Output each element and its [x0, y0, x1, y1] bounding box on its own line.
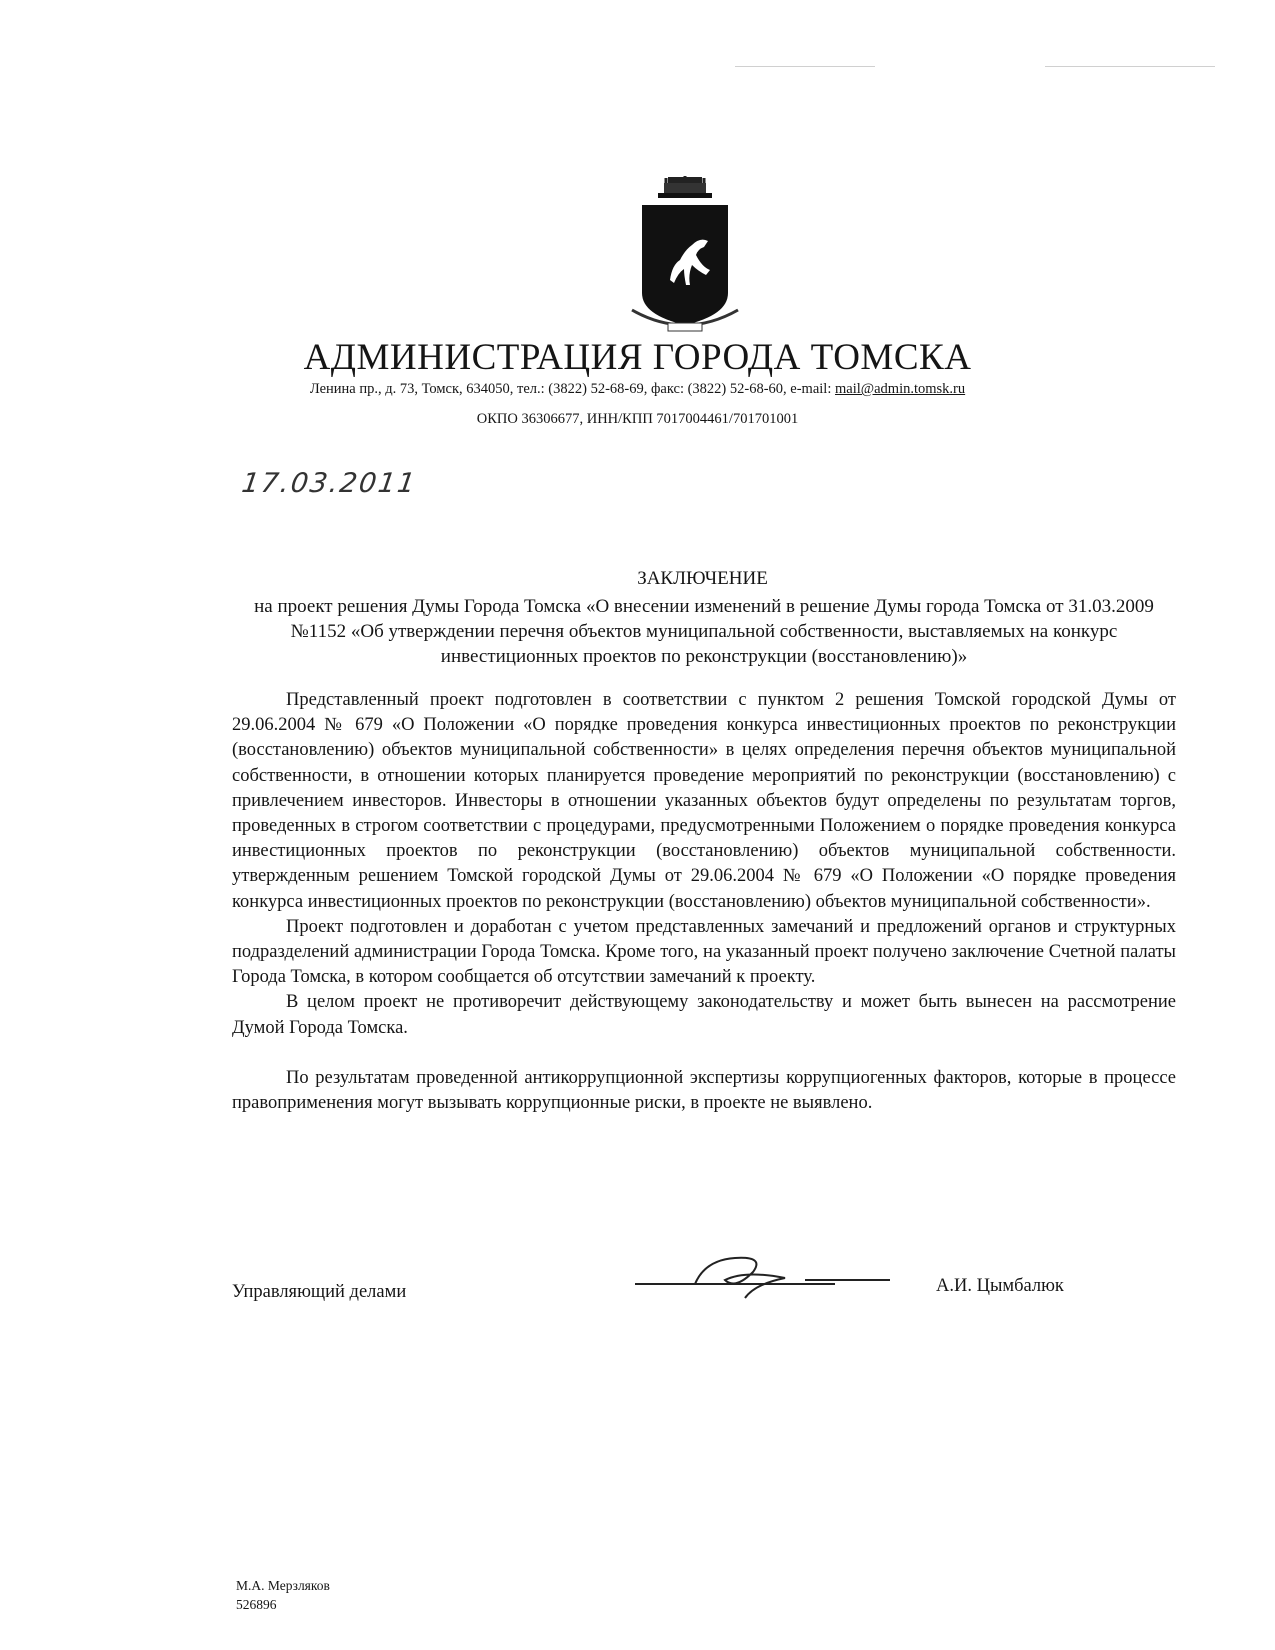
- scan-artifact: [1045, 66, 1215, 67]
- body-paragraph: В целом проект не противоречит действующему законодательству и может быть вынесен на рассмотрение Думой Города Томска.: [232, 992, 1176, 1038]
- body-paragraph: Проект подготовлен и доработан с учетом представленных замечаний и предложений органов и структурных подразделений администрации Города Томска. Кроме того, на указанный проект получено заключение Счетной палаты Города Томска, в котором сообщается об отсутствии замечаний к проекту.: [232, 916, 1176, 988]
- email-link[interactable]: mail@admin.tomsk.ru: [834, 381, 966, 397]
- body-paragraph: Представленный проект подготовлен в соответствии с пунктом 2 решения Томской городской Думы от 29.06.2004 № 679 «О Положении «О порядке проведения конкурса инвестиционных проектов по реконструкции (восстановлению) объектов муниципальной собственности» в целях определения перечня объектов муниципальной собственности, в отношении которых планируется проведение мероприятий по реконструкции (восстановлению) с привлечением инвесторов. Инвесторы в отношении указанных объектов будут определены по результатам торгов, проведенных в строгом соответствии с процедурами, предусмотренными Положением о порядке проведения конкурса инвестиционных проектов по реконструкции (восстановлению) объектов муниципальной собственности. утвержденным решением Томской городской Думы от 29.06.2004 № 679 «О Положении «О порядке проведения конкурса инвестиционных проектов по реконструкции (восстановлению) объектов муниципальной собственности».: [232, 690, 1176, 912]
- executor-phone: 526896: [236, 1597, 277, 1612]
- executor-name: М.А. Мерзляков: [236, 1578, 330, 1593]
- handwritten-signature: [635, 1250, 895, 1310]
- handwritten-date: 17.03.2011: [239, 468, 419, 499]
- document-subtitle: на проект решения Думы Города Томска «О внесении изменений в решение Думы города Томска от 31.03.2009 №1152 «Об утверждении перечня объектов муниципальной собственности, выставляемых на конкурс инвестиционных проектов по реконструкции (восстановлению)»: [254, 596, 1154, 667]
- document-title: ЗАКЛЮЧЕНИЕ: [637, 568, 768, 589]
- city-coat-of-arms-emblem: [630, 175, 740, 340]
- address-text: Ленина пр., д. 73, Томск, 634050, тел.: (3822) 52-68-69, факс: (3822) 52-68-60, e-mail:: [309, 381, 835, 397]
- body-paragraph: По результатам проведенной антикоррупционной экспертизы коррупциогенных факторов, которые в процессе правоприменения могут вызывать коррупционные риски, в проекте не выявлено.: [232, 1067, 1176, 1114]
- organization-address: [0, 381, 1275, 398]
- organization-codes: ОКПО 36306677, ИНН/КПП 7017004461/701701001: [476, 411, 799, 427]
- signatory-position: Управляющий делами: [232, 1282, 407, 1302]
- signatory-name: А.И. Цымбалюк: [936, 1276, 1064, 1296]
- document-body: [232, 688, 1176, 1116]
- organization-name: АДМИНИСТРАЦИЯ ГОРОДА ТОМСКА: [303, 337, 972, 378]
- scan-artifact: [735, 66, 875, 67]
